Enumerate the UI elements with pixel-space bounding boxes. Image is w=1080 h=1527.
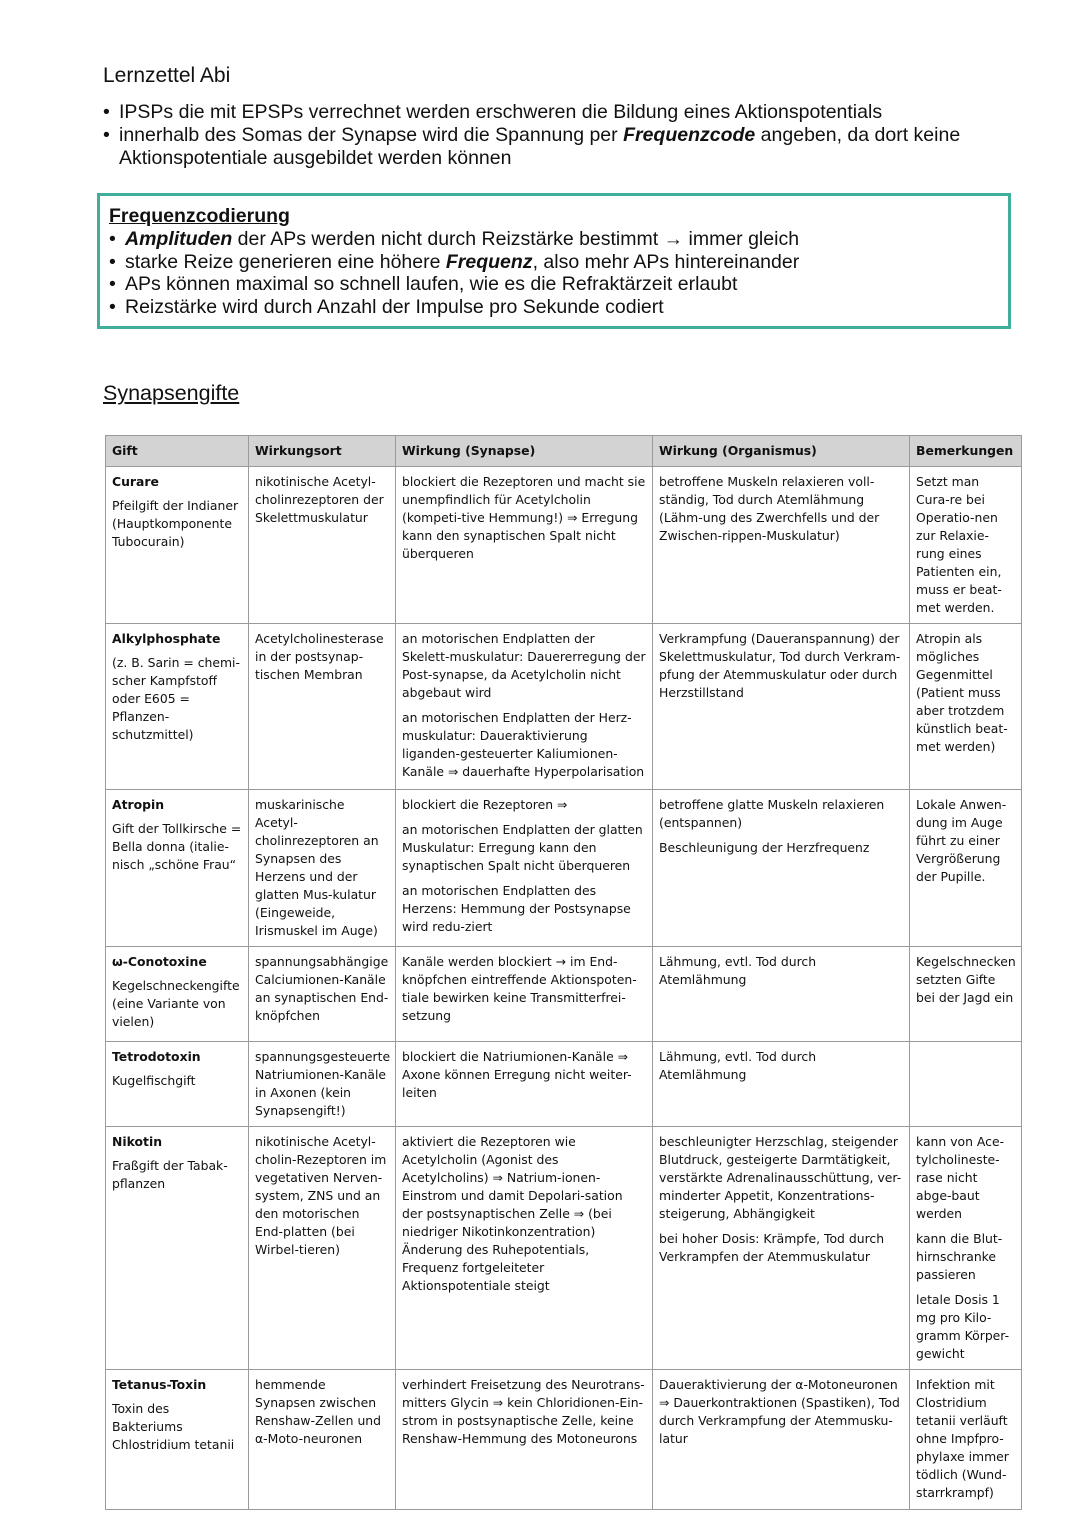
cell-paragraph: bei hoher Dosis: Krämpfe, Tod durch Verkrampfen der Atemmuskulatur [659, 1231, 885, 1264]
cell-wirkungsort [249, 790, 396, 947]
cell-paragraph: kann die Blut-hirnschranke passieren [916, 1231, 1003, 1282]
cell-bemerkung [910, 1127, 1022, 1370]
cell-paragraph: blockiert die Natriumionen-Kanäle ⇒ Axone können Erregung nicht weiter-leiten [402, 1049, 632, 1100]
toxin-name: Curare [112, 474, 159, 489]
cell-paragraph: beschleunigter Herzschlag, steigender Blutdruck, gesteigerte Darmtätigkeit, verstärkte Adrenalinausschüttung, ver-minderter Appetit, Konzentrations-steigerung, Abhängigkeit [659, 1134, 902, 1221]
cell-wirkung-organismus [653, 467, 910, 624]
cell-paragraph: Kanäle werden blockiert → im End-knöpfchen eintreffende Aktionspoten-tiale bewirken keine Transmitterfrei-setzung [402, 954, 637, 1023]
cell-wirkung-organismus [653, 1370, 910, 1510]
table-row [106, 1042, 1022, 1127]
cell-paragraph: Kegelschnecken setzten Gifte bei der Jagd ein [916, 954, 1016, 1005]
frequency-coding-box [97, 193, 1011, 329]
toxin-name: Tetrodotoxin [112, 1049, 201, 1064]
frequency-bullet: • starke Reize generieren eine höhere Frequenz, also mehr APs hintereinander [109, 251, 998, 274]
cell-wirkungsort [249, 1370, 396, 1510]
column-header: Wirkung (Organismus) [653, 436, 910, 467]
cell-paragraph: Lähmung, evtl. Tod durch Atemlähmung [659, 954, 817, 987]
cell-wirkung-synapse [396, 624, 653, 790]
table-row [106, 1370, 1022, 1510]
cell-wirkungsort [249, 947, 396, 1042]
table-row [106, 467, 1022, 624]
cell-gift [106, 1370, 249, 1510]
cell-paragraph: blockiert die Rezeptoren ⇒ [402, 797, 568, 812]
cell-paragraph: an motorischen Endplatten der glatten Muskulatur: Erregung kann den synaptischen Spalt nicht überqueren [402, 822, 643, 873]
cell-wirkungsort [249, 1127, 396, 1370]
table-row [106, 624, 1022, 790]
toxin-description: (z. B. Sarin = chemi-scher Kampfstoff oder E605 = Pflanzen-schutzmittel) [112, 655, 240, 742]
table-row [106, 790, 1022, 947]
cell-wirkung-synapse [396, 947, 653, 1042]
cell-paragraph: spannungsabhängige Calciumionen-Kanäle an synaptischen End-knöpfchen [255, 954, 389, 1023]
cell-wirkung-synapse [396, 1127, 653, 1370]
cell-gift [106, 467, 249, 624]
section-title: Synapsengifte [103, 381, 240, 405]
intro-bullet: • innerhalb des Somas der Synapse wird die Spannung per Frequenzcode angeben, da dort keine Aktionspotentiale ausgebildet werden können [103, 124, 1003, 170]
cell-paragraph: spannungsgesteuerte Natriumionen-Kanäle in Axonen (kein Synapsengift!) [255, 1049, 391, 1118]
intro-bullet-list [103, 101, 1003, 170]
cell-gift [106, 1042, 249, 1127]
toxin-name: ω-Conotoxine [112, 954, 207, 969]
cell-bemerkung [910, 624, 1022, 790]
cell-paragraph: betroffene Muskeln relaxieren voll-ständig, Tod durch Atemlähmung (Lähm-ung des Zwerchfells und der Zwischen-rippen-Muskulatur) [659, 474, 880, 543]
cell-paragraph: Beschleunigung der Herzfrequenz [659, 840, 870, 855]
cell-wirkungsort [249, 624, 396, 790]
cell-gift [106, 1127, 249, 1370]
intro-bullet: • IPSPs die mit EPSPs verrechnet werden erschweren die Bildung eines Aktionspotentials [103, 101, 1003, 124]
cell-paragraph: Infektion mit Clostridium tetanii verläuft ohne Impfpro-phylaxe immer tödlich (Wund-starrkrampf) [916, 1377, 1009, 1500]
frequency-box-heading: Frequenzcodierung [109, 205, 290, 227]
cell-paragraph: hemmende Synapsen zwischen Renshaw-Zellen und α-Moto-neuronen [255, 1377, 382, 1446]
toxin-description: Fraßgift der Tabak-pflanzen [112, 1158, 228, 1191]
cell-wirkung-organismus [653, 947, 910, 1042]
toxin-description: Kegelschneckengifte (eine Variante von vielen) [112, 978, 240, 1029]
toxin-name: Nikotin [112, 1134, 163, 1149]
cell-paragraph: Acetylcholinesterase in der postsynap-tischen Membran [255, 631, 384, 682]
frequency-bullet: • Reizstärke wird durch Anzahl der Impulse pro Sekunde codiert [109, 296, 998, 319]
cell-paragraph: an motorischen Endplatten der Herz-muskulatur: Daueraktivierung liganden-gesteuerter Kaliumionen-Kanäle ⇒ dauerhafte Hyperpolarisation [402, 710, 645, 779]
cell-wirkung-synapse [396, 790, 653, 947]
table-row [106, 947, 1022, 1042]
cell-wirkung-organismus [653, 1042, 910, 1127]
table-body [106, 467, 1022, 1510]
cell-paragraph: Atropin als mögliches Gegenmittel (Patient muss aber trotzdem künstlich beat-met werden) [916, 631, 1008, 754]
cell-bemerkung [910, 1370, 1022, 1510]
cell-paragraph: nikotinische Acetyl-cholinrezeptoren der Skelettmuskulatur [255, 474, 384, 525]
page-title: Lernzettel Abi [103, 64, 231, 87]
cell-wirkung-organismus [653, 1127, 910, 1370]
column-header: Wirkungsort [249, 436, 396, 467]
cell-wirkung-synapse [396, 467, 653, 624]
table-header-row [106, 436, 1022, 467]
toxin-name: Tetanus-Toxin [112, 1377, 207, 1392]
cell-wirkungsort [249, 1042, 396, 1127]
synapse-toxin-table [105, 435, 1022, 1510]
cell-wirkung-organismus [653, 790, 910, 947]
cell-wirkung-synapse [396, 1042, 653, 1127]
toxin-description: Pfeilgift der Indianer (Hauptkomponente Tubocurain) [112, 498, 239, 549]
cell-paragraph: kann von Ace-tylcholineste-rase nicht abge-baut werden [916, 1134, 1005, 1221]
cell-paragraph: muskarinische Acetyl-cholinrezeptoren an Synapsen des Herzens und der glatten Mus-kulatur (Eingeweide, Irismuskel im Auge) [255, 797, 379, 938]
cell-wirkungsort [249, 467, 396, 624]
cell-paragraph: an motorischen Endplatten der Skelett-muskulatur: Dauererregung der Post-synapse, da Acetylcholin nicht abgebaut wird [402, 631, 646, 700]
frequency-bullet: • APs können maximal so schnell laufen, wie es die Refraktärzeit erlaubt [109, 273, 998, 296]
frequency-bullet: • Amplituden der APs werden nicht durch Reizstärke bestimmt → immer gleich [109, 228, 998, 251]
cell-paragraph: Lähmung, evtl. Tod durch Atemlähmung [659, 1049, 817, 1082]
cell-paragraph: nikotinische Acetyl-cholin-Rezeptoren im vegetativen Nerven-system, ZNS und an den motorischen End-platten (bei Wirbel-tieren) [255, 1134, 387, 1257]
cell-paragraph: Daueraktivierung der α-Motoneuronen ⇒ Dauerkontraktionen (Spastiken), Tod durch Verkrampfung der Atemmusku-latur [659, 1377, 900, 1446]
cell-paragraph: Verkrampfung (Daueranspannung) der Skelettmuskulatur, Tod durch Verkram-pfung der Atemmuskulatur oder durch Herzstillstand [659, 631, 901, 700]
cell-paragraph: betroffene glatte Muskeln relaxieren (entspannen) [659, 797, 885, 830]
cell-paragraph: letale Dosis 1 mg pro Kilo-gramm Körper-gewicht [916, 1292, 1010, 1361]
cell-gift [106, 947, 249, 1042]
toxin-name: Atropin [112, 797, 165, 812]
cell-gift [106, 624, 249, 790]
frequency-bullet-list [109, 228, 998, 318]
cell-paragraph: Setzt man Cura-re bei Operatio-nen zur Relaxie-rung eines Patienten ein, muss er beat-met werden. [916, 474, 1002, 615]
cell-bemerkung [910, 790, 1022, 947]
cell-paragraph: Lokale Anwen-dung im Auge führt zu einer Vergrößerung der Pupille. [916, 797, 1007, 884]
toxin-description: Toxin des Bakteriums Chlostridium tetanii [112, 1401, 235, 1452]
toxin-description: Gift der Tollkirsche = Bella donna (italie-nisch „schöne Frau“ [112, 821, 242, 872]
cell-bemerkung [910, 947, 1022, 1042]
column-header: Gift [106, 436, 249, 467]
table-row [106, 1127, 1022, 1370]
cell-wirkung-synapse [396, 1370, 653, 1510]
cell-wirkung-organismus [653, 624, 910, 790]
cell-paragraph: verhindert Freisetzung des Neurotrans-mitters Glycin ⇒ kein Chloridionen-Ein-strom in postsynaptische Zelle, keine Renshaw-Hemmung des Motoneurons [402, 1377, 645, 1446]
column-header: Wirkung (Synapse) [396, 436, 653, 467]
toxin-name: Alkylphosphate [112, 631, 221, 646]
cell-bemerkung [910, 1042, 1022, 1127]
cell-gift [106, 790, 249, 947]
toxin-description: Kugelfischgift [112, 1073, 196, 1088]
cell-paragraph: blockiert die Rezeptoren und macht sie unempfindlich für Acetylcholin (kompeti-tive Hemmung!) ⇒ Erregung kann den synaptischen Spalt nicht überqueren [402, 474, 646, 561]
cell-paragraph: an motorischen Endplatten des Herzens: Hemmung der Postsynapse wird redu-ziert [402, 883, 631, 934]
cell-bemerkung [910, 467, 1022, 624]
cell-paragraph: aktiviert die Rezeptoren wie Acetylcholin (Agonist des Acetylcholins) ⇒ Natrium-ionen-Einstrom und damit Depolari-sation der postsynaptischen Zelle ⇒ (bei niedriger Nikotinkonzentration) Änderung des Ruhepotentials, Frequenz fortgeleiteter Aktionspotentiale steigt [402, 1134, 623, 1293]
column-header: Bemerkungen [910, 436, 1022, 467]
